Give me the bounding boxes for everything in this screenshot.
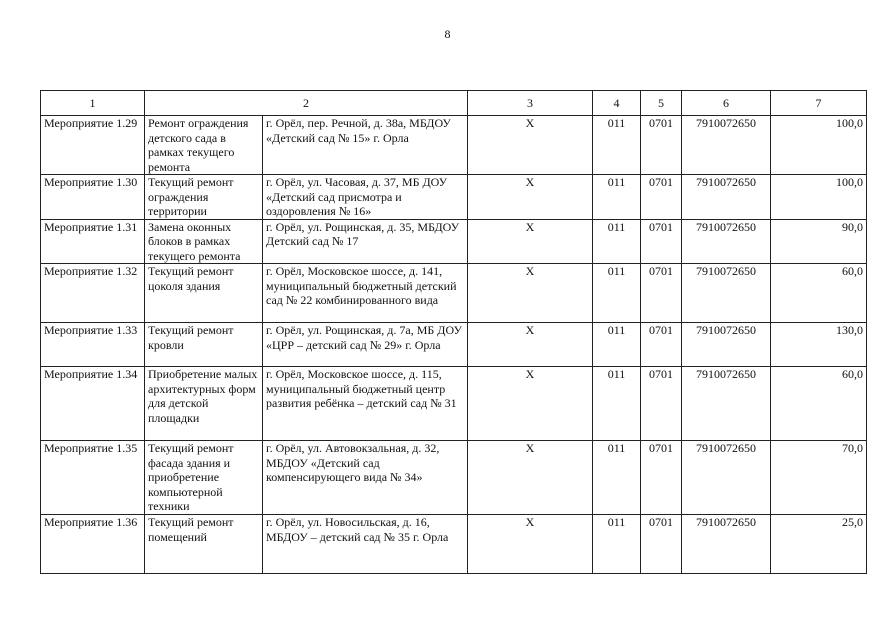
col7-value: 60,0: [771, 264, 867, 323]
col5-value: 0701: [641, 367, 682, 441]
activity-address: г. Орёл, ул. Новосильская, д. 16, МБДОУ – детский сад № 35 г. Орла: [263, 515, 468, 574]
col6-value: 7910072650: [682, 323, 771, 367]
table-row: [41, 264, 867, 323]
header-row: [41, 91, 867, 116]
header-col-6: 6: [682, 91, 771, 116]
col5-value: 0701: [641, 441, 682, 515]
col4-value: 011: [593, 515, 641, 574]
col6-value: 7910072650: [682, 515, 771, 574]
col5-value: 0701: [641, 515, 682, 574]
col3-value: Х: [468, 515, 593, 574]
col5-value: 0701: [641, 219, 682, 264]
table-row: [41, 175, 867, 220]
activity-id: Мероприятие 1.32: [41, 264, 145, 323]
table-row: [41, 441, 867, 515]
col6-value: 7910072650: [682, 175, 771, 220]
activity-id: Мероприятие 1.31: [41, 219, 145, 264]
col3-value: Х: [468, 219, 593, 264]
activity-name: Текущий ремонт помещений: [145, 515, 263, 574]
activity-name: Замена оконных блоков в рамках текущего ремонта: [145, 219, 263, 264]
table-row: [41, 323, 867, 367]
header-col-4: 4: [593, 91, 641, 116]
col3-value: Х: [468, 116, 593, 175]
activity-address: г. Орёл, Московское шоссе, д. 141, муниципальный бюджетный детский сад № 22 комбинированного вида: [263, 264, 468, 323]
header-col-7: 7: [771, 91, 867, 116]
col4-value: 011: [593, 175, 641, 220]
col7-value: 100,0: [771, 175, 867, 220]
col7-value: 90,0: [771, 219, 867, 264]
table-row: [41, 367, 867, 441]
col3-value: Х: [468, 323, 593, 367]
activity-address: г. Орёл, ул. Рощинская, д. 35, МБДОУ Детский сад № 17: [263, 219, 468, 264]
col3-value: Х: [468, 441, 593, 515]
col6-value: 7910072650: [682, 116, 771, 175]
activity-name: Текущий ремонт ограждения территории: [145, 175, 263, 220]
header-col-3: 3: [468, 91, 593, 116]
col3-value: Х: [468, 367, 593, 441]
col6-value: 7910072650: [682, 441, 771, 515]
col3-value: Х: [468, 264, 593, 323]
activity-id: Мероприятие 1.36: [41, 515, 145, 574]
activity-id: Мероприятие 1.29: [41, 116, 145, 175]
activity-name: Текущий ремонт цоколя здания: [145, 264, 263, 323]
col4-value: 011: [593, 219, 641, 264]
col6-value: 7910072650: [682, 264, 771, 323]
table-row: [41, 515, 867, 574]
header-col-5: 5: [641, 91, 682, 116]
table-row: [41, 219, 867, 264]
col7-value: 60,0: [771, 367, 867, 441]
col4-value: 011: [593, 441, 641, 515]
activity-address: г. Орёл, ул. Рощинская, д. 7а, МБ ДОУ «ЦРР – детский сад № 29» г. Орла: [263, 323, 468, 367]
col4-value: 011: [593, 116, 641, 175]
header-col-2: 2: [145, 91, 468, 116]
header-col-1: 1: [41, 91, 145, 116]
col7-value: 70,0: [771, 441, 867, 515]
col3-value: Х: [468, 175, 593, 220]
col7-value: 25,0: [771, 515, 867, 574]
activity-name: Приобретение малых архитектурных форм для детской площадки: [145, 367, 263, 441]
col6-value: 7910072650: [682, 367, 771, 441]
activity-name: Ремонт ограждения детского сада в рамках текущего ремонта: [145, 116, 263, 175]
col4-value: 011: [593, 367, 641, 441]
activity-id: Мероприятие 1.33: [41, 323, 145, 367]
activity-name: Текущий ремонт фасада здания и приобретение компьютерной техники: [145, 441, 263, 515]
col5-value: 0701: [641, 323, 682, 367]
col4-value: 011: [593, 323, 641, 367]
activity-address: г. Орёл, Московское шоссе, д. 115, муниципальный бюджетный центр развития ребёнка – детский сад № 31: [263, 367, 468, 441]
col4-value: 011: [593, 264, 641, 323]
col5-value: 0701: [641, 175, 682, 220]
activity-id: Мероприятие 1.34: [41, 367, 145, 441]
activity-id: Мероприятие 1.30: [41, 175, 145, 220]
page-number: 8: [444, 27, 451, 41]
activity-address: г. Орёл, ул. Автовокзальная, д. 32, МБДОУ «Детский сад компенсирующего вида № 34»: [263, 441, 468, 515]
activity-name: Текущий ремонт кровли: [145, 323, 263, 367]
col7-value: 100,0: [771, 116, 867, 175]
col5-value: 0701: [641, 264, 682, 323]
activity-address: г. Орёл, пер. Речной, д. 38а, МБДОУ «Детский сад № 15» г. Орла: [263, 116, 468, 175]
col5-value: 0701: [641, 116, 682, 175]
activities-table: [40, 90, 867, 574]
table-row: [41, 116, 867, 175]
col6-value: 7910072650: [682, 219, 771, 264]
activity-address: г. Орёл, ул. Часовая, д. 37, МБ ДОУ «Детский сад присмотра и оздоровления № 16»: [263, 175, 468, 220]
col7-value: 130,0: [771, 323, 867, 367]
activity-id: Мероприятие 1.35: [41, 441, 145, 515]
